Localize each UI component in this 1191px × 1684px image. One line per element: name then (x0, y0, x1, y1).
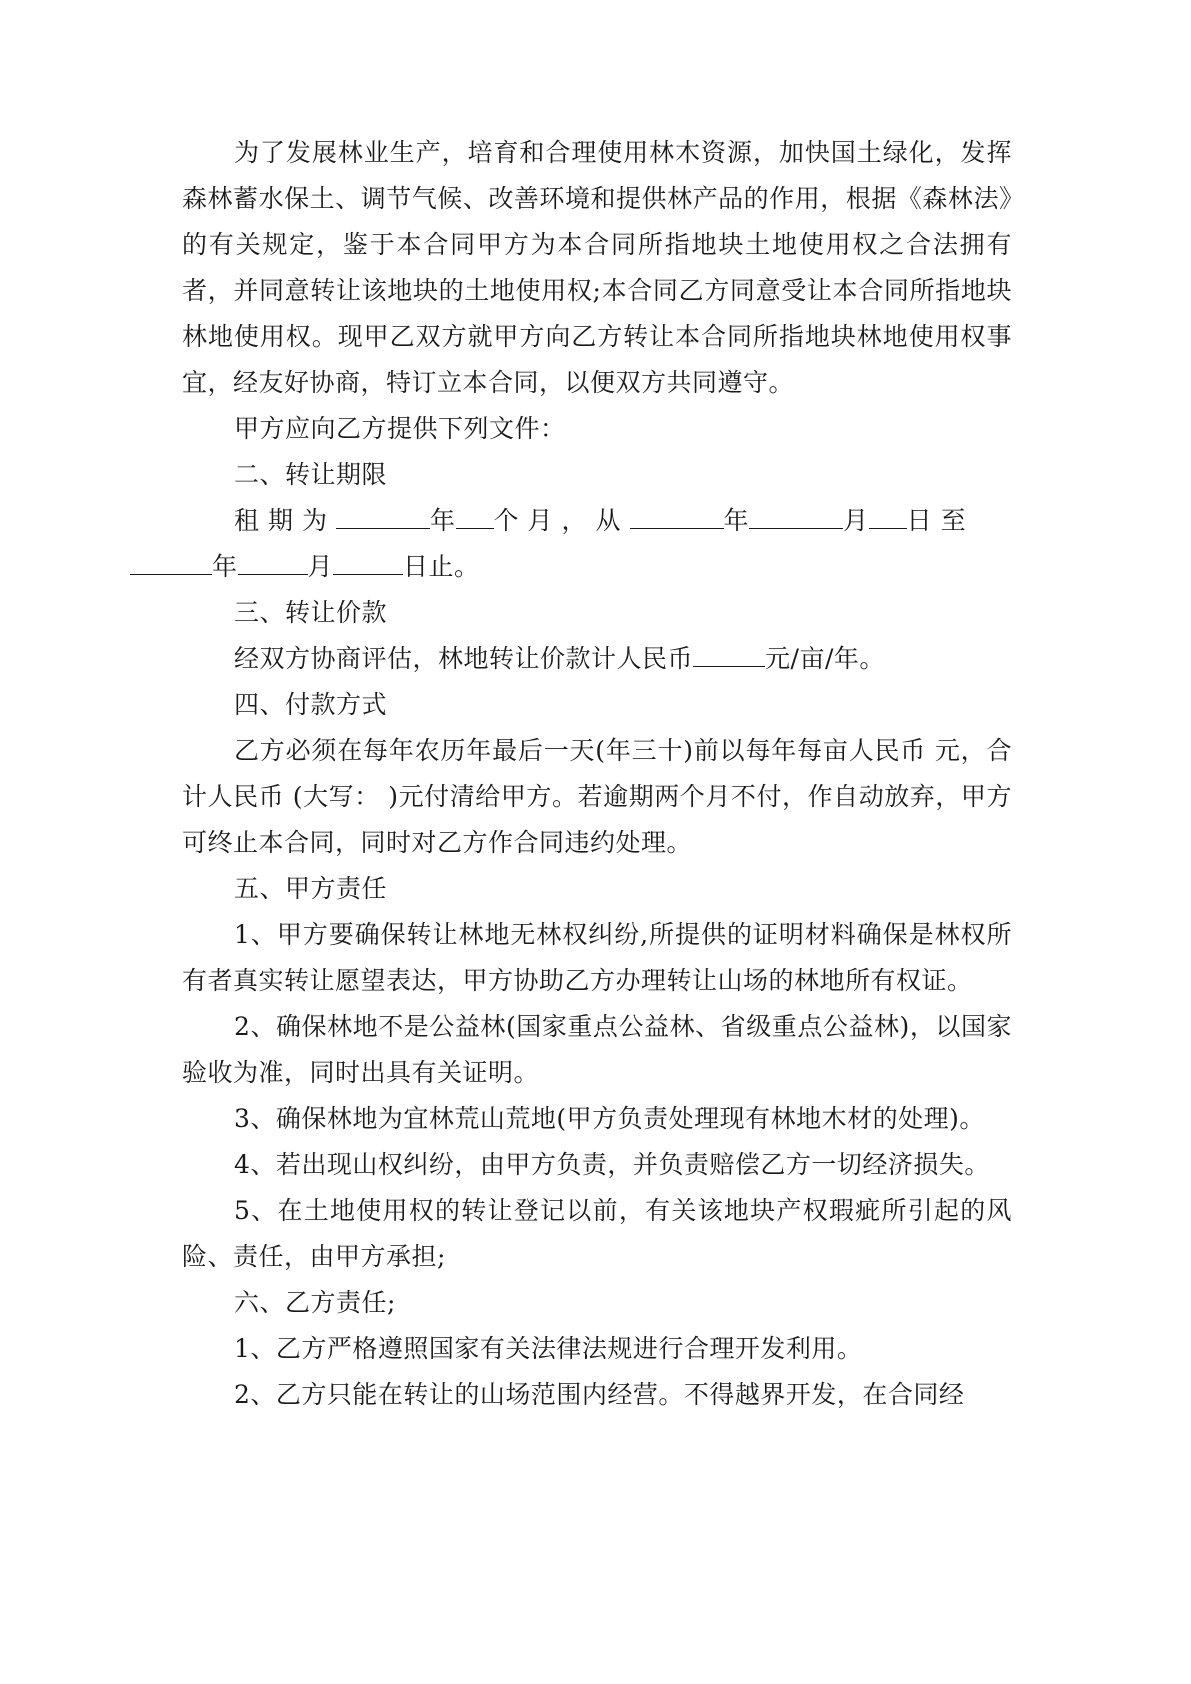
price-paragraph (182, 636, 1012, 682)
contract-page (182, 130, 1012, 1418)
start-day-unit: 日至 (906, 506, 975, 535)
section-6-title: 六、乙方责任; (234, 1288, 396, 1317)
start-month-blank[interactable] (749, 500, 843, 529)
party-a-item-1: 1、甲方要确保转让林地无林权纠纷,所提供的证明材料确保是林权所有者真实转让愿望表达，甲方协助乙方办理转让山场的林地所有权证。 (182, 920, 1012, 995)
price-unit: 元/亩/年。 (765, 644, 885, 673)
end-month-blank[interactable] (238, 546, 308, 575)
term-year-unit: 年 (430, 506, 456, 535)
end-year-blank[interactable] (130, 546, 212, 575)
section-5-title: 五、甲方责任 (234, 874, 388, 903)
term-years-blank[interactable] (336, 500, 430, 529)
price-blank[interactable] (693, 638, 765, 667)
section-4-title: 四、付款方式 (234, 690, 388, 719)
start-year-blank[interactable] (630, 500, 724, 529)
start-year-unit: 年 (723, 506, 750, 535)
term-label: 租期为 (234, 506, 337, 535)
term-months-blank[interactable] (456, 500, 494, 529)
end-day-unit: 日止。 (403, 552, 480, 581)
payment-paragraph: 乙方必须在每年农历年最后一天(年三十)前以每年每亩人民币 元，合计人民币 (大写： )元付清给甲方。若逾期两个月不付，作自动放弃，甲方可终止本合同，同时对乙方作合同违约处理。 (182, 736, 1012, 857)
term-paragraph (182, 498, 1012, 590)
end-month-unit: 月 (307, 552, 334, 581)
start-month-unit: 月 (843, 506, 869, 535)
party-a-item-4: 4、若出现山权纠纷，由甲方负责，并负责赔偿乙方一切经济损失。 (234, 1150, 990, 1179)
party-b-item-2: 2、乙方只能在转让的山场范围内经营。不得越界开发，在合同经 (234, 1380, 965, 1409)
price-label: 经双方协商评估，林地转让价款计人民币 (234, 644, 694, 673)
start-day-blank[interactable] (869, 500, 907, 529)
term-from-label: 个月，从 (493, 506, 630, 535)
section-3-title: 三、转让价款 (234, 598, 388, 627)
party-a-item-3: 3、确保林地为宜林荒山荒地(甲方负责处理现有林地木材的处理)。 (234, 1104, 985, 1133)
party-b-item-1: 1、乙方严格遵照国家有关法律法规进行合理开发利用。 (234, 1334, 863, 1363)
end-year-unit: 年 (212, 552, 238, 581)
end-day-blank[interactable] (333, 546, 403, 575)
documents-line: 甲方应向乙方提供下列文件： (234, 414, 566, 443)
section-2-title: 二、转让期限 (234, 460, 388, 489)
preamble-paragraph: 为了发展林业生产，培育和合理使用林木资源，加快国土绿化，发挥森林蓄水保土、调节气候、改善环境和提供林产品的作用，根据《森林法》的有关规定，鉴于本合同甲方为本合同所指地块土地使用权之合法拥有者，并同意转让该地块的土地使用权;本合同乙方同意受让本合同所指地块林地使用权。现甲乙双方就甲方向乙方转让本合同所指地块林地使用权事宜，经友好协商，特订立本合同，以便双方共同遵守。 (182, 138, 1012, 397)
party-a-item-2: 2、确保林地不是公益林(国家重点公益林、省级重点公益林)，以国家验收为准，同时出具有关证明。 (182, 1012, 1012, 1087)
party-a-item-5: 5、在土地使用权的转让登记以前，有关该地块产权瑕疵所引起的风险、责任，由甲方承担; (182, 1196, 1012, 1271)
